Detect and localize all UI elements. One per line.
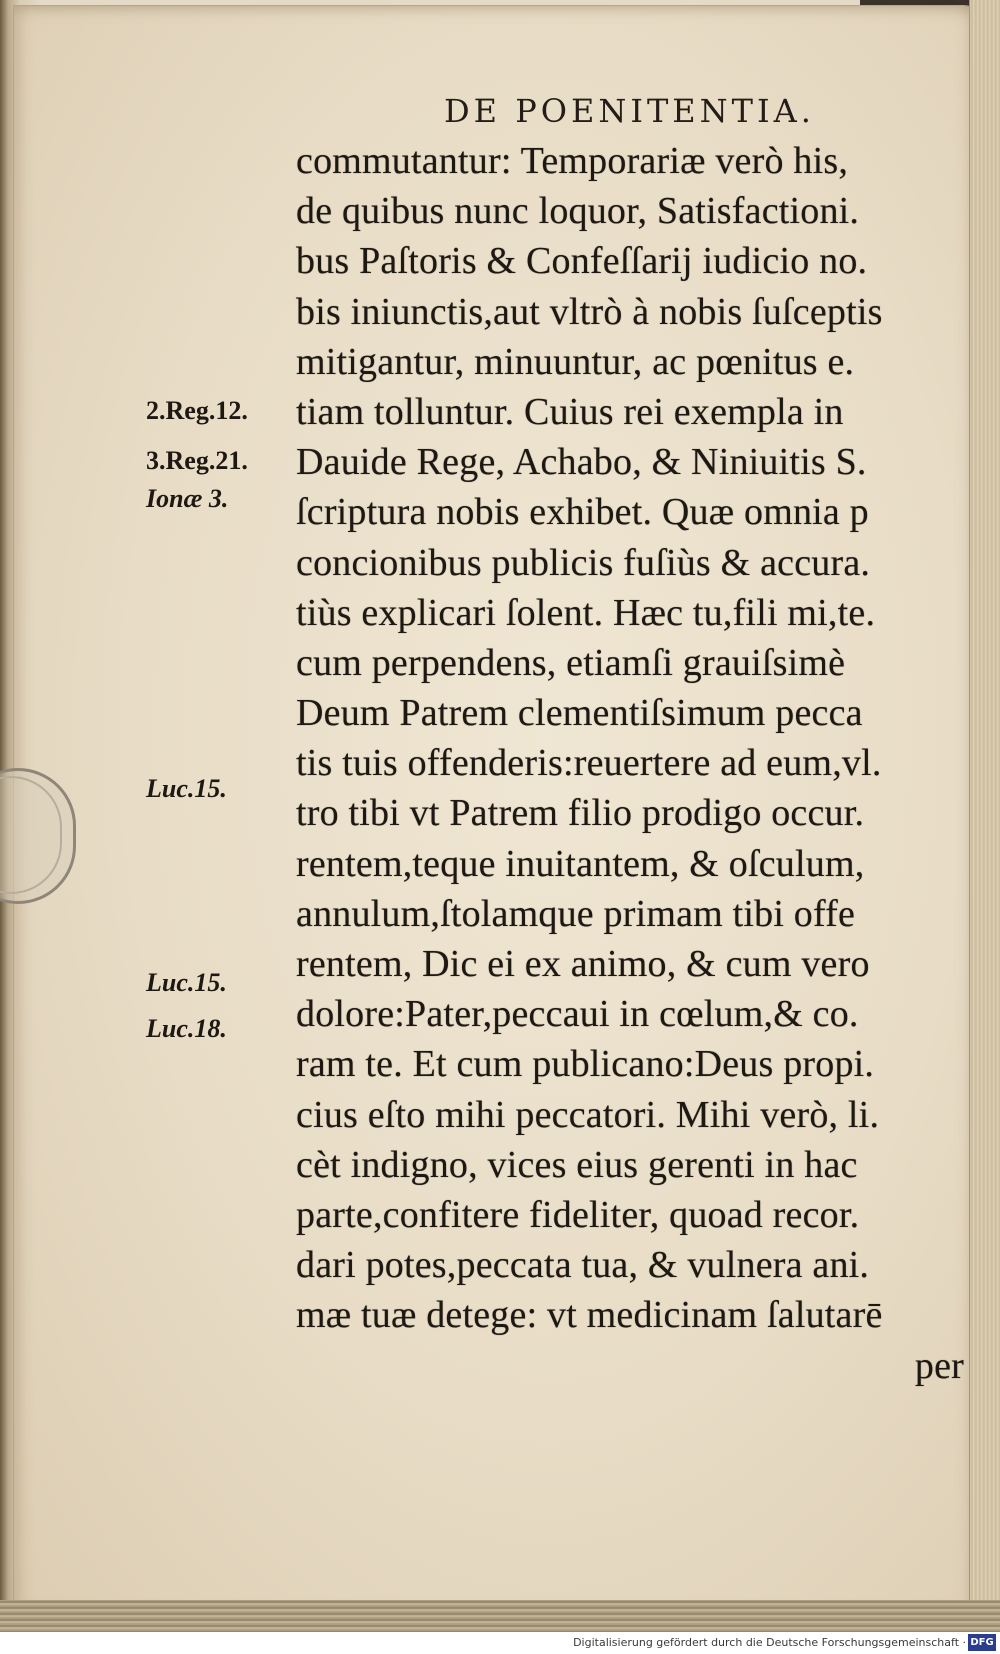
running-head: DE POENITENTIA. [444,92,815,130]
text-line: tiùs explicari ſolent. Hæc tu,fili mi,te. [296,591,876,634]
body-text [296,136,968,1391]
dfg-logo: DFG [968,1634,996,1651]
digitization-credit: Digitalisierung gefördert durch die Deutsche Forschungsgemeinschaft · [573,1636,966,1649]
text-line: commutantur: Temporariæ verò his, [296,140,849,182]
text-line: annulum,ſtolamque primam tibi offe [296,892,856,935]
text-line: dari potes,peccata tua, & vulnera ani. [296,1244,870,1287]
text-line: dolore:Pater,peccaui in cœlum,& co. [296,993,859,1036]
text-line: concionibus publicis fuſiùs & accura. [296,541,871,584]
marginal-note: 2.Reg.12. [146,396,248,425]
text-line: cum perpendens, etiamſi grauiſsimè [296,641,846,684]
text-line: tis tuis offenderis:reuertere ad eum,vl. [296,742,882,785]
text-line: cèt indigno, vices eius gerenti in hac [296,1143,858,1186]
marginal-note: Luc.15. [146,774,227,803]
text-line: tiam tolluntur. Cuius rei exempla in [296,390,844,433]
text-line: ſcriptura nobis exhibet. Quæ omnia p [296,491,869,534]
text-line: tro tibi vt Patrem filio prodigo occur. [296,792,865,835]
text-line: rentem,teque inuitantem, & oſculum, [296,842,865,885]
marginal-note: Ionæ 3. [146,484,229,513]
page-fore-edge [969,0,1000,1632]
text-line: Deum Patrem clementiſsimum pecca [296,692,863,735]
text-line: de quibus nunc loquor, Satisfactioni. [296,190,860,233]
catchword: per [914,1344,964,1387]
marginal-note: Luc.15. [146,968,227,997]
text-line: bis iniunctis,aut vltrò à nobis ſuſceptis [296,290,883,333]
page-bottom-edge [0,1600,1000,1632]
marginal-note: 3.Reg.21. [146,446,248,475]
text-line: rentem, Dic ei ex animo, & cum vero [296,943,870,985]
text-line: mæ tuæ detege: vt medicinam ſalutarē [296,1294,883,1337]
text-line: ram te. Et cum publicano:Deus propi. [296,1043,875,1086]
text-line: Dauide Rege, Achabo, & Niniuitis S. [296,441,867,484]
text-line: mitigantur, minuuntur, ac pœnitus e. [296,340,855,383]
text-line: cius eſto mihi peccatori. Mihi verò, li. [296,1093,880,1136]
marginal-note: Luc.18. [146,1014,227,1043]
text-line: bus Paſtoris & Confeſſarij iudicio no. [296,240,868,283]
text-line: parte,confitere fideliter, quoad recor. [296,1193,860,1236]
